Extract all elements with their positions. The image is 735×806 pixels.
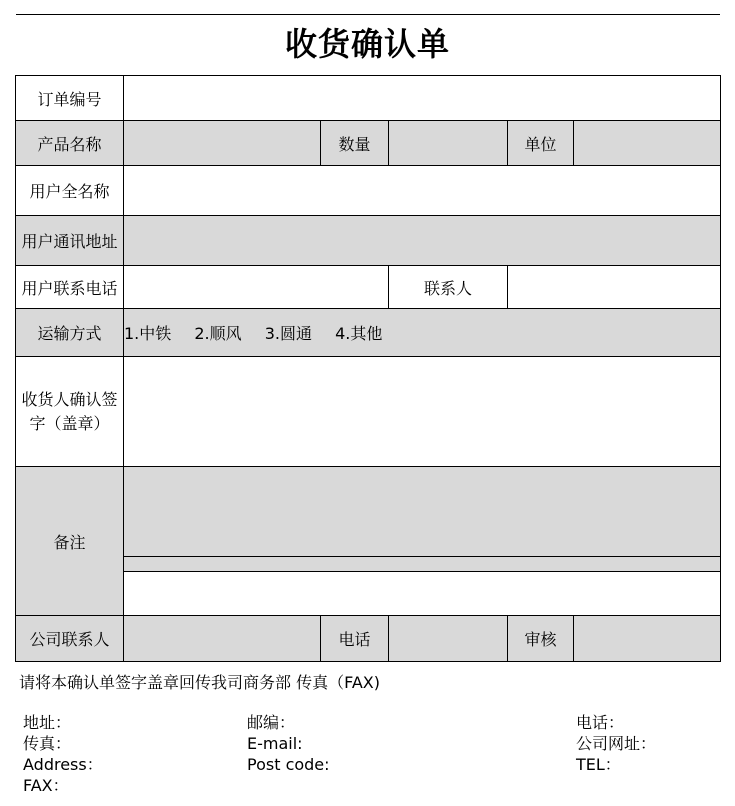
phone-field[interactable] bbox=[389, 616, 508, 662]
unit-field[interactable] bbox=[574, 121, 721, 166]
remarks-field-1[interactable] bbox=[124, 467, 721, 557]
product-name-label: 产品名称 bbox=[16, 121, 124, 166]
user-address-label: 用户通讯地址 bbox=[16, 216, 124, 266]
user-address-field[interactable] bbox=[124, 216, 721, 266]
footer-postcode-label: 邮编： bbox=[247, 713, 296, 732]
top-rule bbox=[16, 14, 720, 15]
footer-col-1 bbox=[23, 712, 103, 796]
footer-col-3 bbox=[576, 712, 656, 775]
remarks-field-2[interactable] bbox=[124, 557, 721, 572]
user-phone-label: 用户联系电话 bbox=[16, 266, 124, 309]
row-company-contact bbox=[16, 616, 721, 662]
quantity-label: 数量 bbox=[321, 121, 389, 166]
receipt-form-table bbox=[15, 75, 721, 662]
quantity-field[interactable] bbox=[389, 121, 508, 166]
footer-fax-en-label: FAX： bbox=[23, 776, 69, 795]
order-no-label: 订单编号 bbox=[16, 76, 124, 121]
company-contact-label: 公司联系人 bbox=[16, 616, 124, 662]
row-product bbox=[16, 121, 721, 166]
sign-label: 收货人确认签字（盖章） bbox=[16, 357, 124, 467]
footer-address-label: 地址： bbox=[23, 713, 72, 732]
footer-fax-label: 传真： bbox=[23, 734, 72, 753]
row-shipping bbox=[16, 309, 721, 357]
shipping-option-yto[interactable]: 3.圆通 bbox=[264, 324, 313, 343]
phone-label: 电话 bbox=[321, 616, 389, 662]
row-user-fullname bbox=[16, 166, 721, 216]
row-sign bbox=[16, 357, 721, 467]
review-label: 审核 bbox=[508, 616, 574, 662]
fax-instruction: 请将本确认单签字盖章回传我司商务部 传真（FAX) bbox=[19, 673, 380, 692]
user-fullname-label: 用户全名称 bbox=[16, 166, 124, 216]
row-remarks-1 bbox=[16, 467, 721, 557]
contact-label: 联系人 bbox=[389, 266, 508, 309]
footer-col-2 bbox=[247, 712, 330, 775]
shipping-options bbox=[124, 309, 721, 357]
order-no-field[interactable] bbox=[124, 76, 721, 121]
shipping-option-other[interactable]: 4.其他 bbox=[335, 324, 383, 343]
sign-field[interactable] bbox=[124, 357, 721, 467]
footer-postcode-en-label: Post code: bbox=[247, 755, 330, 774]
form-title: 收货确认单 bbox=[284, 25, 450, 63]
footer-address-en-label: Address： bbox=[23, 755, 103, 774]
shipping-option-rail[interactable]: 1.中铁 bbox=[124, 324, 172, 343]
footer-tel-label: TEL： bbox=[576, 755, 621, 774]
user-fullname-field[interactable] bbox=[124, 166, 721, 216]
review-field[interactable] bbox=[574, 616, 721, 662]
product-name-field[interactable] bbox=[124, 121, 321, 166]
user-phone-field[interactable] bbox=[124, 266, 389, 309]
company-contact-field[interactable] bbox=[124, 616, 321, 662]
remarks-label: 备注 bbox=[16, 467, 124, 616]
footer-website-label: 公司网址： bbox=[576, 734, 657, 753]
row-order-no bbox=[16, 76, 721, 121]
shipping-option-sf[interactable]: 2.顺风 bbox=[194, 324, 242, 343]
footer-phone-label: 电话： bbox=[576, 713, 625, 732]
shipping-label: 运输方式 bbox=[16, 309, 124, 357]
row-user-address bbox=[16, 216, 721, 266]
footer-email-label: E-mail: bbox=[247, 734, 303, 753]
contact-field[interactable] bbox=[508, 266, 721, 309]
unit-label: 单位 bbox=[508, 121, 574, 166]
row-user-phone bbox=[16, 266, 721, 309]
remarks-field-3[interactable] bbox=[124, 572, 721, 616]
